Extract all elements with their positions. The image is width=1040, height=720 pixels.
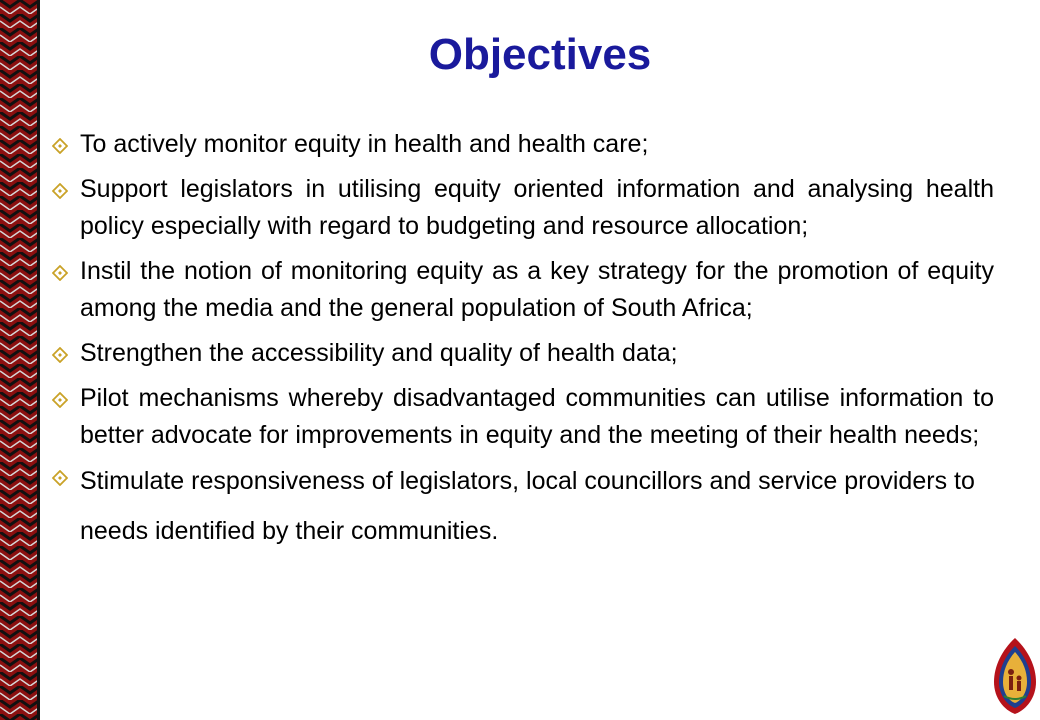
list-item: [48, 456, 994, 556]
shield-emblem-logo: [992, 636, 1038, 716]
diamond-bullet-icon: [52, 138, 68, 154]
decorative-zigzag-border: [0, 0, 40, 720]
list-item: [48, 171, 994, 245]
bullet-text: Stimulate responsiveness of legislators, local councillors and service providers to needs identified by their communities.: [80, 467, 975, 545]
bullet-text: Pilot mechanisms whereby disadvantaged communities can utilise information to better advocate for improvements in equity and the meeting of their health needs;: [80, 384, 994, 449]
diamond-bullet-icon: [52, 392, 68, 408]
bullet-text: Support legislators in utilising equity oriented information and analysing health policy especially with regard to budgeting and resource allocation;: [80, 175, 994, 240]
list-item: [48, 253, 994, 327]
bullet-text: To actively monitor equity in health and health care;: [80, 130, 649, 158]
bullet-text: Instil the notion of monitoring equity as a key strategy for the promotion of equity among the media and the general population of South Africa;: [80, 257, 994, 322]
list-item: [48, 126, 994, 163]
diamond-bullet-icon: [52, 347, 68, 363]
list-item: [48, 335, 994, 372]
objectives-list: [48, 126, 994, 564]
diamond-bullet-icon: [52, 265, 68, 281]
diamond-bullet-icon: [52, 183, 68, 199]
bullet-text: Strengthen the accessibility and quality of health data;: [80, 339, 678, 367]
list-item: [48, 380, 994, 454]
diamond-bullet-icon: [52, 470, 68, 486]
page-title: Objectives: [428, 30, 652, 79]
